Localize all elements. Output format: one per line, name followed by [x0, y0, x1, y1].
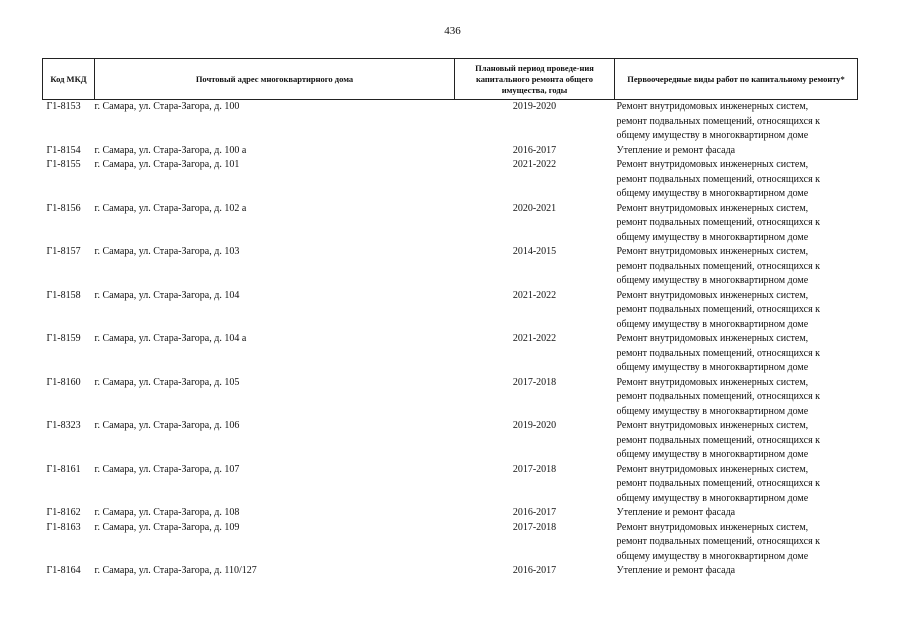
- table-row: [43, 202, 858, 246]
- table-header: [43, 59, 858, 100]
- works-line: ремонт подвальных помещений, относящихся к: [616, 347, 821, 359]
- header-works: Первоочередные виды работ по капитальному ремонту*: [615, 59, 858, 100]
- works-line: общему имуществу в многоквартирном доме: [616, 275, 809, 286]
- works-line: общему имуществу в многоквартирном доме: [616, 405, 809, 417]
- works-line: общему имуществу в многоквартирном доме: [616, 318, 809, 330]
- row-code: Г1-8164: [46, 565, 81, 576]
- row-period: 2017-2018: [512, 521, 557, 533]
- row-code: Г1-8158: [46, 289, 81, 301]
- table-row: [43, 376, 858, 420]
- works-line: Утепление и ремонт фасада: [616, 565, 736, 576]
- works-line: Ремонт внутридомовых инженерных систем,: [616, 101, 809, 112]
- header-address: Почтовый адрес многоквартирного дома: [95, 59, 455, 100]
- works-line: Ремонт внутридомовых инженерных систем,: [616, 289, 809, 301]
- page-number: 436: [444, 25, 461, 37]
- row-period: 2016-2017: [512, 507, 557, 518]
- table-row: [43, 564, 858, 579]
- table-row: [43, 463, 858, 507]
- row-address: г. Самара, ул. Стара-Загора, д. 110/127: [94, 565, 257, 576]
- table-row: [43, 289, 858, 333]
- works-line: ремонт подвальных помещений, относящихся к: [616, 536, 821, 547]
- row-code: Г1-8154: [46, 144, 81, 156]
- works-line: Ремонт внутридомовых инженерных систем,: [616, 159, 809, 170]
- row-works: [615, 376, 858, 420]
- row-period: 2017-2018: [512, 463, 557, 475]
- works-line: Ремонт внутридомовых инженерных систем,: [616, 246, 809, 257]
- table-row: [43, 332, 858, 376]
- table-row: [43, 158, 858, 202]
- row-period: 2021-2022: [512, 289, 557, 301]
- table-row: [43, 144, 858, 159]
- row-address: г. Самара, ул. Стара-Загора, д. 105: [94, 376, 240, 388]
- works-line: ремонт подвальных помещений, относящихся к: [616, 173, 821, 185]
- row-works: [615, 419, 858, 463]
- works-line: ремонт подвальных помещений, относящихся к: [616, 217, 821, 228]
- row-period: 2021-2022: [512, 333, 557, 344]
- works-line: Ремонт внутридомовых инженерных систем,: [616, 521, 809, 533]
- row-works: [615, 506, 858, 521]
- table-row: [43, 100, 858, 144]
- row-code: Г1-8157: [46, 246, 81, 257]
- header-code: Код МКД: [43, 59, 95, 100]
- table-row: [43, 419, 858, 463]
- row-works: [615, 144, 858, 159]
- works-line: ремонт подвальных помещений, относящихся к: [616, 478, 821, 489]
- works-line: общему имуществу в многоквартирном доме: [616, 550, 809, 562]
- row-period: 2020-2021: [512, 202, 557, 214]
- works-line: общему имуществу в многоквартирном доме: [616, 130, 809, 141]
- row-period: 2021-2022: [512, 159, 557, 170]
- row-period: 2019-2020: [512, 101, 557, 112]
- row-code: Г1-8162: [46, 507, 81, 518]
- row-address: г. Самара, ул. Стара-Загора, д. 108: [94, 507, 240, 518]
- row-code: Г1-8156: [46, 202, 81, 214]
- works-line: Ремонт внутридомовых инженерных систем,: [616, 376, 809, 388]
- row-code: Г1-8155: [46, 159, 81, 170]
- row-address: г. Самара, ул. Стара-Загора, д. 103: [94, 246, 240, 257]
- row-code: Г1-8153: [46, 101, 81, 112]
- works-line: общему имуществу в многоквартирном доме: [616, 362, 809, 373]
- row-address: г. Самара, ул. Стара-Загора, д. 106: [94, 420, 240, 431]
- row-address: г. Самара, ул. Стара-Загора, д. 104 а: [94, 333, 247, 344]
- works-line: ремонт подвальных помещений, относящихся к: [616, 391, 821, 402]
- works-line: Ремонт внутридомовых инженерных систем,: [616, 420, 809, 431]
- row-period: 2016-2017: [512, 144, 557, 156]
- row-period: 2017-2018: [512, 376, 557, 388]
- row-period: 2019-2020: [512, 420, 557, 431]
- row-code: Г1-8323: [46, 420, 81, 431]
- works-line: Утепление и ремонт фасада: [616, 144, 736, 156]
- table-row: [43, 506, 858, 521]
- works-line: Ремонт внутридомовых инженерных систем,: [616, 333, 809, 344]
- works-line: Ремонт внутридомовых инженерных систем,: [616, 463, 809, 475]
- table-body: [43, 100, 858, 579]
- header-period: Плановый период проведе-ния капитального ремонта общего имущества, годы: [455, 59, 615, 100]
- row-works: [615, 245, 858, 289]
- works-line: ремонт подвальных помещений, относящихся к: [616, 304, 821, 315]
- works-line: ремонт подвальных помещений, относящихся к: [616, 260, 821, 272]
- row-period: 2014-2015: [512, 246, 557, 257]
- row-works: [615, 332, 858, 376]
- row-works: [615, 158, 858, 202]
- table-row: [43, 521, 858, 565]
- table-row: [43, 245, 858, 289]
- row-address: г. Самара, ул. Стара-Загора, д. 102 а: [94, 202, 247, 214]
- works-line: ремонт подвальных помещений, относящихся к: [616, 434, 821, 446]
- row-works: [615, 202, 858, 246]
- row-code: Г1-8161: [46, 463, 81, 475]
- row-address: г. Самара, ул. Стара-Загора, д. 109: [94, 521, 240, 533]
- row-address: г. Самара, ул. Стара-Загора, д. 101: [94, 159, 240, 170]
- row-address: г. Самара, ул. Стара-Загора, д. 100 а: [94, 144, 247, 156]
- row-address: г. Самара, ул. Стара-Загора, д. 100: [94, 101, 240, 112]
- row-works: [615, 289, 858, 333]
- row-address: г. Самара, ул. Стара-Загора, д. 107: [94, 463, 240, 475]
- row-address: г. Самара, ул. Стара-Загора, д. 104: [94, 289, 240, 301]
- row-works: [615, 564, 858, 579]
- row-works: [615, 521, 858, 565]
- row-code: Г1-8160: [46, 376, 81, 388]
- row-code: Г1-8159: [46, 333, 81, 344]
- works-line: общему имуществу в многоквартирном доме: [616, 231, 809, 243]
- works-line: общему имуществу в многоквартирном доме: [616, 188, 809, 199]
- works-line: ремонт подвальных помещений, относящихся к: [616, 115, 821, 127]
- works-line: общему имуществу в многоквартирном доме: [616, 492, 809, 504]
- row-code: Г1-8163: [46, 521, 81, 533]
- works-line: общему имуществу в многоквартирном доме: [616, 449, 809, 460]
- row-works: [615, 100, 858, 144]
- row-period: 2016-2017: [512, 565, 557, 576]
- works-line: Утепление и ремонт фасада: [616, 507, 736, 518]
- row-works: [615, 463, 858, 507]
- works-line: Ремонт внутридомовых инженерных систем,: [616, 202, 809, 214]
- repair-schedule-table: [42, 58, 858, 579]
